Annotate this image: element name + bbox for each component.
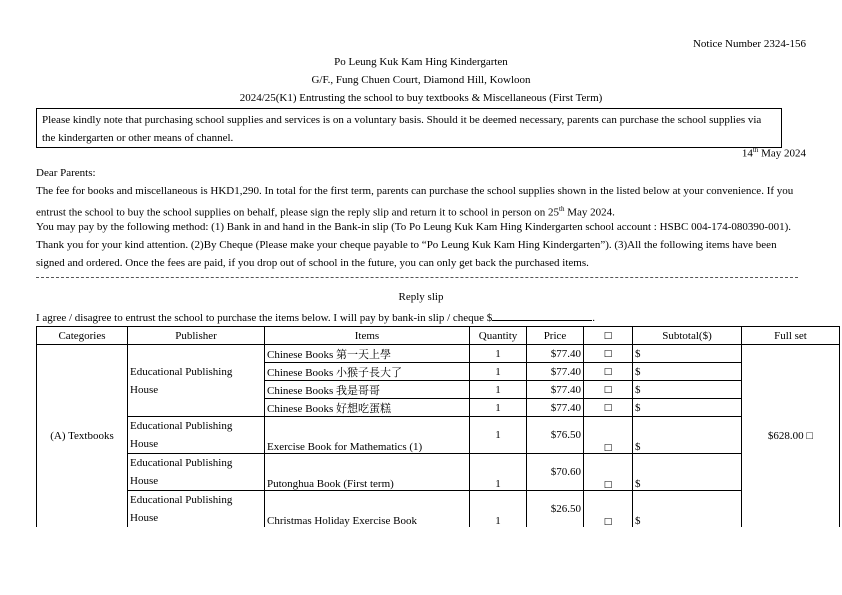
publisher-cell: Educational Publishing House — [128, 454, 265, 491]
item-checkbox[interactable]: □ — [584, 381, 633, 399]
item-cell: Chinese Books 我是哥哥 — [265, 381, 470, 399]
notice-date — [742, 146, 806, 160]
paragraph-1-text: The fee for books and miscellaneous is HKD1,290. In total for the first term, parents can purchase the school supplies shown in the listed below at your convenience. If you entrust the school to buy the school supplies on behalf, please sign the reply slip and return it to school in person on 25 — [36, 185, 794, 219]
subtotal-cell[interactable]: $ — [633, 399, 742, 417]
item-cell: Chinese Books 小猴子長大了 — [265, 363, 470, 381]
page-bottom-blank — [0, 527, 842, 595]
price-cell: $77.40 — [527, 345, 584, 363]
table-row — [37, 454, 840, 491]
publisher-cell: Educational Publishing House — [128, 345, 265, 417]
cut-line — [36, 277, 798, 278]
subtotal-cell[interactable]: $ — [633, 491, 742, 528]
quantity-cell: 1 — [470, 417, 527, 454]
agree-end: . — [592, 312, 596, 324]
subtotal-cell[interactable]: $ — [633, 345, 742, 363]
publisher-cell: Educational Publishing House — [128, 491, 265, 528]
notice-subject: 2024/25(K1) Entrusting the school to buy textbooks & Miscellaneous (First Term) — [239, 92, 603, 104]
category-cell: (A) Textbooks — [37, 345, 128, 528]
letter-paragraph-1 — [36, 182, 806, 222]
header-checkbox: □ — [584, 327, 633, 345]
subtotal-cell[interactable]: $ — [633, 417, 742, 454]
price-cell: $70.60 — [527, 454, 584, 491]
price-cell: $77.40 — [527, 381, 584, 399]
item-cell: Chinese Books 好想吃蛋糕 — [265, 399, 470, 417]
item-checkbox[interactable]: □ — [584, 345, 633, 363]
item-checkbox[interactable]: □ — [584, 417, 633, 454]
item-cell: Chinese Books 第一天上學 — [265, 345, 470, 363]
subtotal-cell[interactable]: $ — [633, 454, 742, 491]
voluntary-notice-box: Please kindly note that purchasing school supplies and services is on a voluntary basis. Should it be deemed necessary, parents can purchase the school supplies via the kindergarten or other means of channel. — [36, 108, 782, 148]
item-cell: Exercise Book for Mathematics (1) — [265, 417, 470, 454]
item-checkbox[interactable]: □ — [584, 399, 633, 417]
table-row — [37, 417, 840, 454]
subtotal-cell[interactable]: $ — [633, 381, 742, 399]
quantity-cell: 1 — [470, 381, 527, 399]
amount-blank[interactable] — [492, 309, 592, 321]
agree-text: I agree / disagree to entrust the school to purchase the items below. I will pay by bank-in slip / cheque $ — [36, 312, 493, 324]
publisher-cell: Educational Publishing House — [128, 417, 265, 454]
paragraph-1-end: May 2024. — [564, 206, 615, 219]
price-cell: $77.40 — [527, 399, 584, 417]
notice-number: Notice Number 2324-156 — [692, 38, 806, 50]
price-cell: $26.50 — [527, 491, 584, 528]
date-suffix: th — [752, 146, 759, 154]
price-cell: $77.40 — [527, 363, 584, 381]
header-subtotal: Subtotal($) — [633, 327, 742, 345]
item-checkbox[interactable]: □ — [584, 363, 633, 381]
item-checkbox[interactable]: □ — [584, 454, 633, 491]
quantity-cell: 1 — [470, 363, 527, 381]
header-full-set: Full set — [742, 327, 840, 345]
header-publisher: Publisher — [128, 327, 265, 345]
subtotal-cell[interactable]: $ — [633, 363, 742, 381]
item-cell: Putonghua Book (First term) — [265, 454, 470, 491]
quantity-cell: 1 — [470, 399, 527, 417]
price-cell: $76.50 — [527, 417, 584, 454]
letter-greeting: Dear Parents: — [36, 167, 96, 179]
date-day: 14 — [741, 147, 753, 160]
paragraph-1-sup: th — [559, 205, 565, 213]
header-quantity: Quantity — [470, 327, 527, 345]
reply-slip-title: Reply slip — [398, 291, 444, 303]
order-table — [36, 326, 840, 528]
school-address: G/F., Fung Chuen Court, Diamond Hill, Kowloon — [311, 74, 531, 86]
quantity-cell: 1 — [470, 491, 527, 528]
school-name: Po Leung Kuk Kam Hing Kindergarten — [334, 56, 508, 68]
quantity-cell: 1 — [470, 454, 527, 491]
full-set-cell[interactable]: $628.00 □ — [742, 345, 840, 528]
table-row — [37, 491, 840, 528]
date-rest: May 2024 — [761, 147, 806, 160]
table-header-row — [37, 327, 840, 345]
item-checkbox[interactable]: □ — [584, 491, 633, 528]
header-items: Items — [265, 327, 470, 345]
item-cell: Christmas Holiday Exercise Book — [265, 491, 470, 528]
header-price: Price — [527, 327, 584, 345]
quantity-cell: 1 — [470, 345, 527, 363]
table-row — [37, 345, 840, 363]
agree-line — [36, 309, 595, 324]
letter-paragraph-2: You may pay by the following method: (1) Bank in and hand in the Bank-in slip (To Po Leung Kuk Kam Hing Kindergarten school account : HSBC 004-174-080390-001). Thank you for your kind attention. (2)By Cheque (Please make your cheque payable to “Po Leung Kuk Kam Hing Kindergarten”). (3)All the following items have been signed and ordered. Once the fees are paid, if you drop out of school in the future, you can only get back the purchased items. — [36, 221, 791, 269]
header-categories: Categories — [37, 327, 128, 345]
